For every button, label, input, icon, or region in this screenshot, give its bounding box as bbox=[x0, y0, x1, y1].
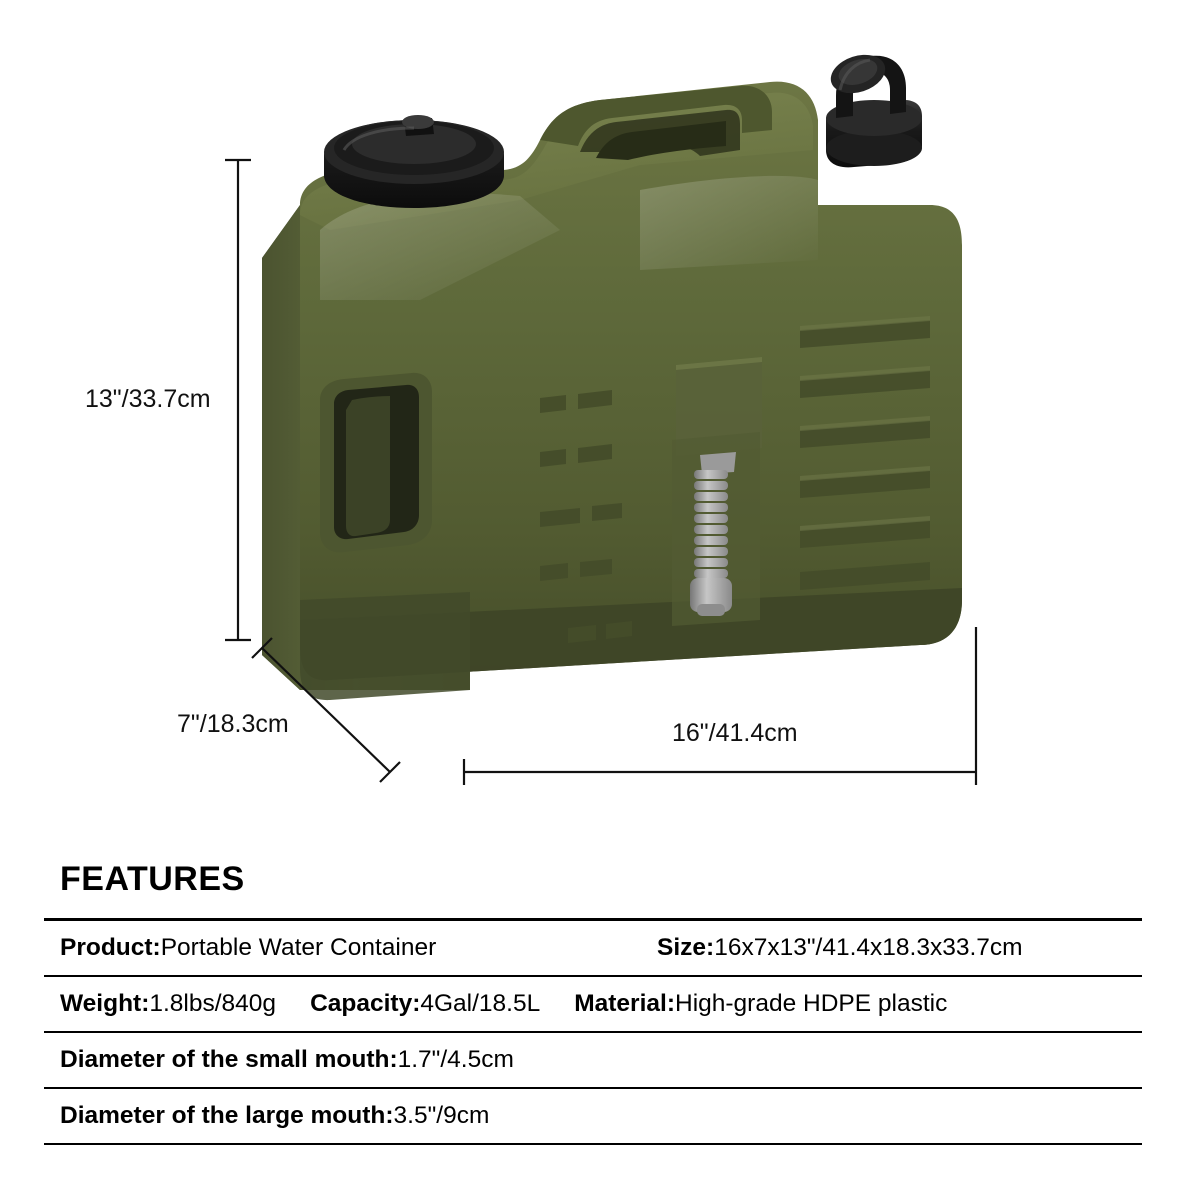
table-row-large-mouth bbox=[44, 1089, 1142, 1143]
table-row-product bbox=[44, 921, 1142, 975]
table-row-small-mouth bbox=[44, 1033, 1142, 1087]
large-mouth-label: Diameter of the large mouth: bbox=[60, 1102, 394, 1129]
capacity-label: Capacity: bbox=[310, 990, 421, 1017]
table-row-weight bbox=[44, 977, 1142, 1031]
size-label: Size: bbox=[657, 934, 715, 961]
size-cell bbox=[657, 934, 1023, 962]
small-cap bbox=[826, 48, 922, 167]
capacity-value: 4Gal/18.5L bbox=[420, 990, 541, 1017]
features-table bbox=[44, 918, 1142, 1145]
material-value: High-grade HDPE plastic bbox=[675, 990, 948, 1017]
size-value: 16x7x13"/41.4x18.3x33.7cm bbox=[714, 934, 1023, 961]
table-rule-bottom bbox=[44, 1143, 1142, 1145]
small-mouth-label: Diameter of the small mouth: bbox=[60, 1046, 398, 1073]
width-dimension-label: 16"/41.4cm bbox=[672, 719, 798, 747]
product-value: Portable Water Container bbox=[160, 934, 437, 961]
weight-label: Weight: bbox=[60, 990, 150, 1017]
weight-value: 1.8lbs/840g bbox=[149, 990, 277, 1017]
depth-dimension-label: 7"/18.3cm bbox=[177, 710, 289, 738]
product-label: Product: bbox=[60, 934, 161, 961]
features-title: FEATURES bbox=[60, 860, 245, 898]
height-dimension-label: 13"/33.7cm bbox=[85, 385, 211, 413]
large-mouth-value: 3.5"/9cm bbox=[393, 1102, 490, 1129]
large-cap bbox=[324, 115, 504, 208]
height-dimension-line bbox=[225, 160, 251, 640]
small-mouth-value: 1.7"/4.5cm bbox=[397, 1046, 514, 1073]
material-label: Material: bbox=[574, 990, 675, 1017]
